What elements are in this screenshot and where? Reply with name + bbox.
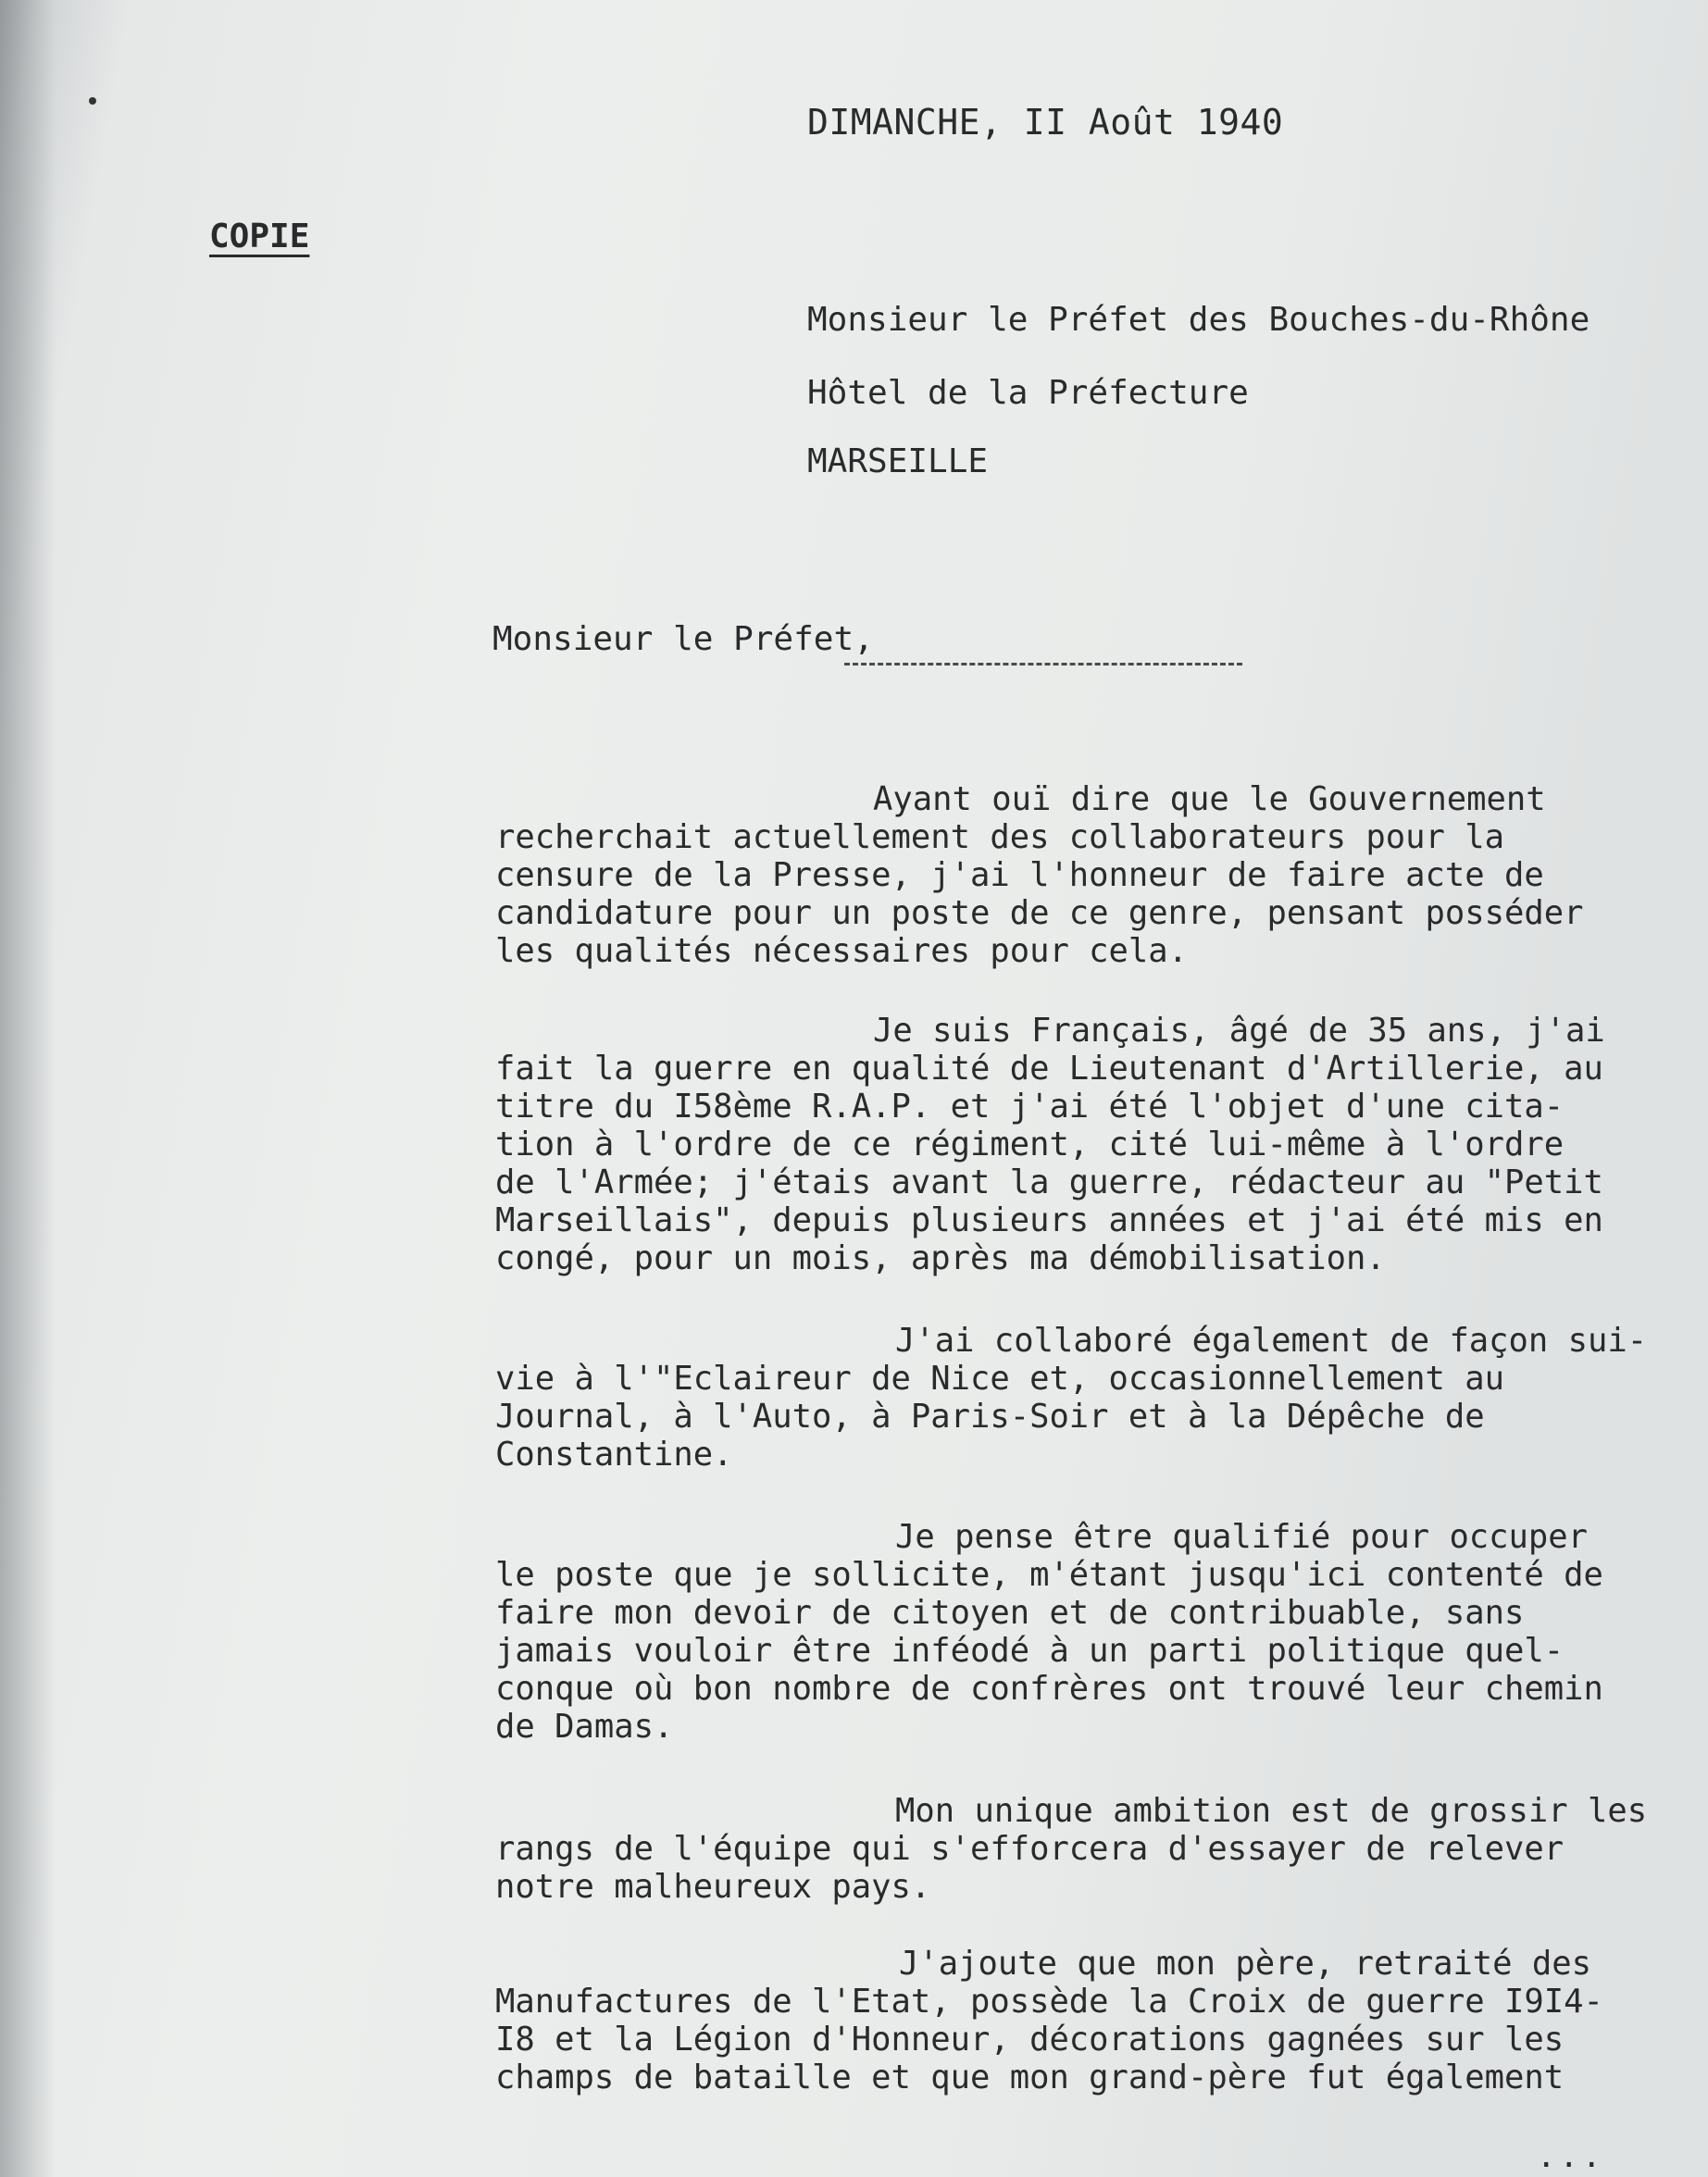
- copy-label: COPIE: [209, 218, 310, 255]
- paragraph-5: [495, 1792, 1699, 1906]
- paragraph-first-line: J'ajoute que mon père, retraité des: [899, 1945, 1592, 1983]
- paragraph-first-line: Je suis Français, âgé de 35 ans, j'ai: [873, 1012, 1605, 1050]
- paragraph-line: notre malheureux pays.: [495, 1868, 931, 1906]
- recipient-line-1: Monsieur le Préfet des Bouches-du-Rhône: [807, 301, 1590, 339]
- paragraph-2: [495, 1012, 1699, 1277]
- paragraph-line: champs de bataille et que mon grand-père fut également: [495, 2059, 1565, 2096]
- recipient-line-2: Hôtel de la Préfecture: [807, 374, 1249, 412]
- letter-date: DIMANCHE, II Août 1940: [807, 102, 1284, 143]
- paragraph-line: candidature pour un poste de ce genre, pensant posséder: [495, 894, 1584, 932]
- paragraph-4: [495, 1518, 1699, 1746]
- paragraph-3: [495, 1322, 1699, 1474]
- paragraph-line: fait la guerre en qualité de Lieutenant d'Artillerie, au: [495, 1050, 1603, 1088]
- paragraph-line: de l'Armée; j'étais avant la guerre, rédacteur au "Petit: [495, 1163, 1603, 1201]
- paragraph-line: titre du I58ème R.A.P. et j'ai été l'objet d'une cita-: [495, 1088, 1565, 1126]
- paragraph-line: les qualités nécessaires pour cela.: [495, 932, 1189, 970]
- paragraph-first-line: J'ai collaboré également de façon sui-: [895, 1322, 1648, 1360]
- paragraph-first-line: Mon unique ambition est de grossir les: [895, 1792, 1648, 1830]
- paragraph-line: conque où bon nombre de confrères ont trouvé leur chemin: [495, 1670, 1603, 1708]
- recipient-line-3: MARSEILLE: [807, 442, 989, 480]
- paragraph-line: I8 et la Légion d'Honneur, décorations gagnées sur les: [495, 2021, 1565, 2059]
- paragraph-line: de Damas.: [495, 1708, 674, 1746]
- salutation: Monsieur le Préfet,: [492, 620, 874, 658]
- paragraph-line: Journal, à l'Auto, à Paris-Soir et à la Dépêche de: [495, 1398, 1485, 1436]
- paragraph-line: le poste que je sollicite, m'étant jusqu'ici contenté de: [495, 1556, 1603, 1594]
- paragraph-line: Constantine.: [495, 1436, 733, 1474]
- paragraph-line: rangs de l'équipe qui s'efforcera d'essayer de relever: [495, 1830, 1565, 1868]
- paragraph-6: [495, 1945, 1699, 2096]
- continuation-mark: ...: [1537, 2138, 1605, 2175]
- page-edge-shadow: [0, 0, 56, 2177]
- paragraph-1: [495, 780, 1699, 970]
- paragraph-line: faire mon devoir de citoyen et de contribuable, sans: [495, 1594, 1525, 1632]
- paragraph-line: censure de la Presse, j'ai l'honneur de faire acte de: [495, 856, 1544, 894]
- paragraph-line: vie à l'"Eclaireur de Nice et, occasionnellement au: [495, 1360, 1505, 1398]
- paragraph-first-line: Je pense être qualifié pour occuper: [895, 1518, 1589, 1556]
- paragraph-line: recherchait actuellement des collaborateurs pour la: [495, 818, 1505, 856]
- paragraph-line: congé, pour un mois, après ma démobilisation.: [495, 1239, 1386, 1277]
- dashed-divider: [844, 663, 1242, 666]
- paragraph-line: Marseillais", depuis plusieurs années et j'ai été mis en: [495, 1201, 1603, 1239]
- paragraph-line: jamais vouloir être inféodé à un parti politique quel-: [495, 1632, 1565, 1670]
- ink-dot: [89, 97, 96, 105]
- paragraph-line: tion à l'ordre de ce régiment, cité lui-même à l'ordre: [495, 1126, 1565, 1163]
- paragraph-first-line: Ayant ouï dire que le Gouvernement: [873, 780, 1546, 818]
- paragraph-line: Manufactures de l'Etat, possède la Croix de guerre I9I4-: [495, 1983, 1603, 2021]
